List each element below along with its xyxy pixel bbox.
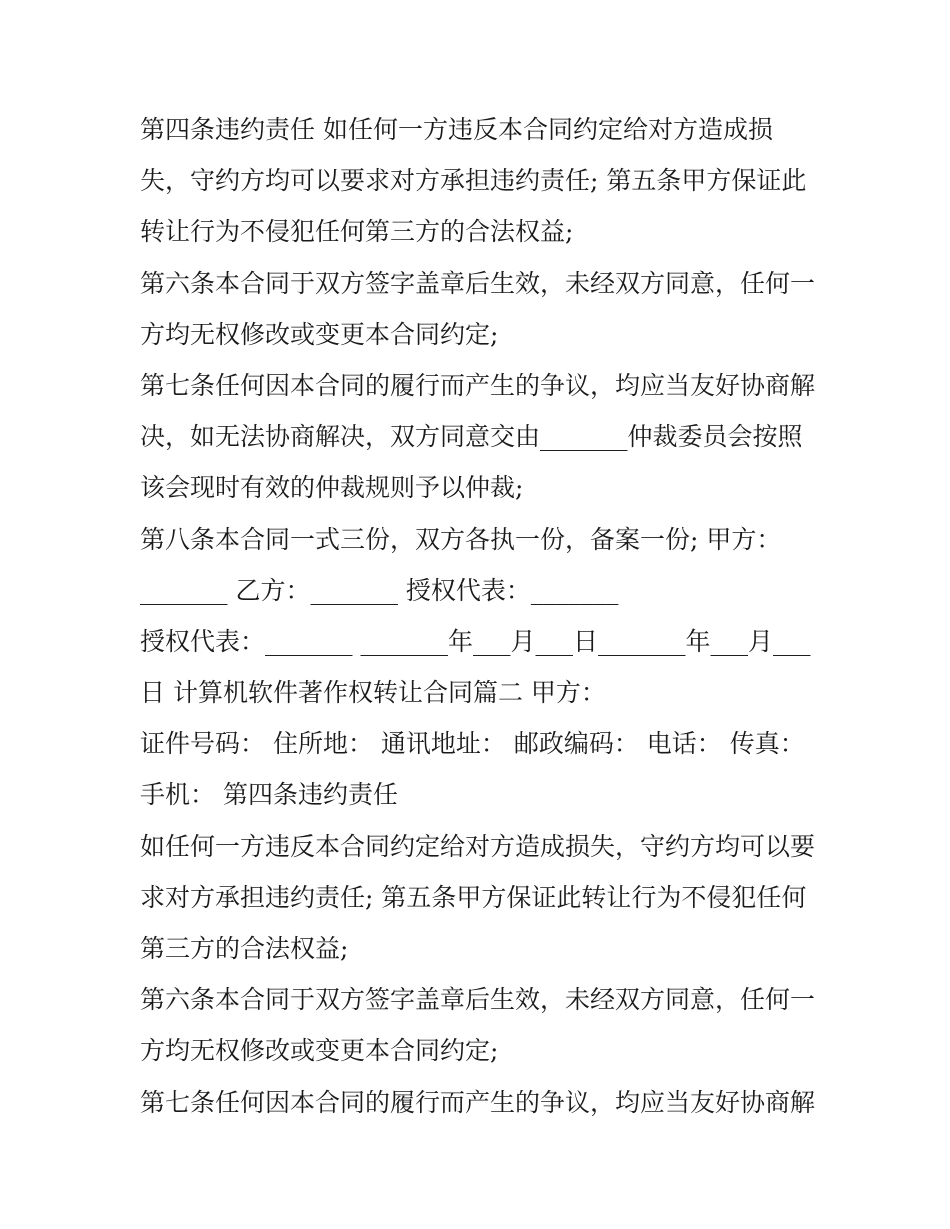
text-line: 第六条本合同于双方签字盖章后生效，未经双方同意，任何一 — [140, 985, 816, 1015]
text-line: 转让行为不侵犯任何第三方的合法权益; — [140, 217, 574, 247]
text-line: 授权代表：_______ _______年___月___日_______年___月___ — [140, 626, 811, 656]
text-line: 求对方承担违约责任; 第五条甲方保证此转让行为不侵犯任何 — [140, 882, 807, 912]
text-line: 第四条违约责任 如任何一方违反本合同约定给对方造成损 — [140, 115, 773, 144]
contract-text — [140, 104, 830, 1128]
text-line: 第七条任何因本合同的履行而产生的争议，均应当友好协商解 — [140, 370, 816, 400]
text-line: 第六条本合同于双方签字盖章后生效，未经双方同意，任何一 — [140, 268, 816, 298]
text-line: 失，守约方均可以要求对方承担违约责任; 第五条甲方保证此 — [140, 166, 807, 196]
text-line: 第七条任何因本合同的履行而产生的争议，均应当友好协商解 — [140, 1087, 816, 1117]
text-line: 方均无权修改或变更本合同约定; — [140, 319, 499, 349]
text-line: 方均无权修改或变更本合同约定; — [140, 1036, 499, 1066]
text-line: 如任何一方违反本合同约定给对方造成损失，守约方均可以要 — [140, 831, 816, 861]
text-line: 第八条本合同一式三份，双方各执一份，备案一份; 甲方： — [140, 524, 782, 554]
text-line: 该会现时有效的仲裁规则予以仲裁; — [140, 473, 524, 503]
text-line: 决，如无法协商解决，双方同意交由_______仲裁委员会按照 — [140, 422, 803, 452]
text-line: 日 计算机软件著作权转让合同篇二 甲方： — [140, 678, 606, 708]
text-line: 手机： 第四条违约责任 — [140, 780, 398, 810]
text-line: 第三方的合法权益; — [140, 934, 349, 963]
text-line: 证件号码： 住所地： 通讯地址： 邮政编码： 电话： 传真： — [140, 729, 805, 759]
text-line: _______ 乙方：_______ 授权代表：_______ — [140, 575, 619, 605]
